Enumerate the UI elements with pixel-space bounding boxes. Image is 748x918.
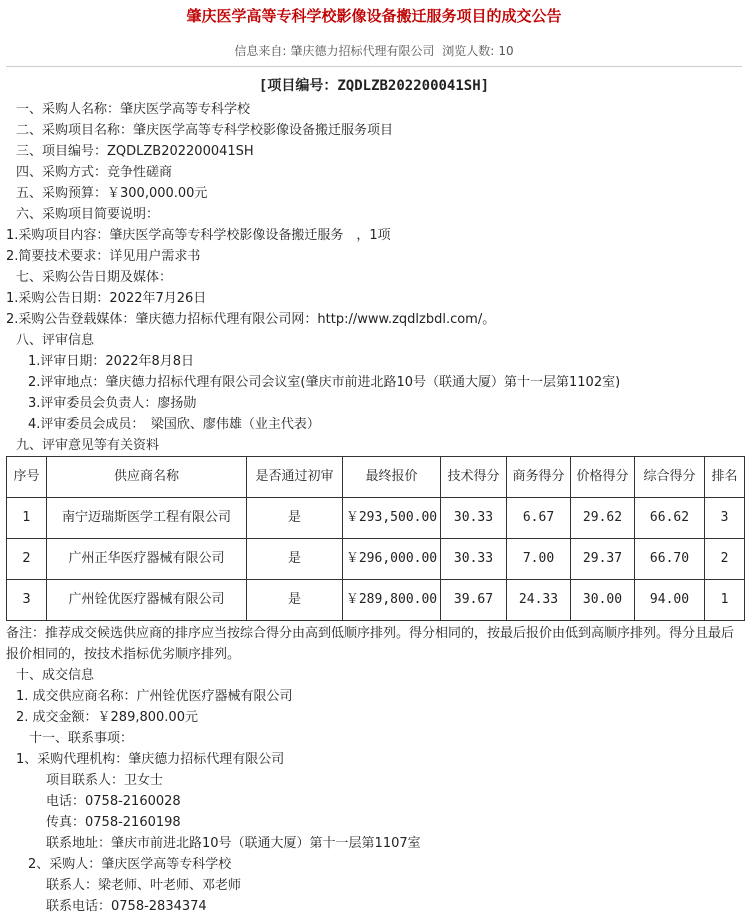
table-cell: 1 <box>7 498 47 539</box>
contact-purchaser: 2、采购人：肇庆医学高等专科学校 <box>28 857 232 872</box>
table-cell: 29.62 <box>571 498 635 539</box>
deal-item-1: 1. 成交供应商名称：广州铨优医疗器械有限公司 <box>16 689 293 704</box>
review-heading: 八、评审信息 <box>16 333 95 348</box>
table-cell: 66.62 <box>635 498 705 539</box>
table-cell: 南宁迈瑞斯医学工程有限公司 <box>47 498 247 539</box>
table-cell: 24.33 <box>507 580 571 621</box>
header-cell: 综合得分 <box>635 457 705 498</box>
method-line: 四、采购方式：竞争性磋商 <box>16 165 173 180</box>
contact-agency: 1、采购代理机构：肇庆德力招标代理有限公司 <box>16 752 285 767</box>
views-label: 浏览人数: <box>442 44 495 58</box>
header-cell: 排名 <box>705 457 745 498</box>
contact-agency-address: 联系地址：肇庆市前进北路10号（联通大厦）第十一层第1107室 <box>46 836 421 851</box>
source-name: 肇庆德力招标代理有限公司 <box>290 44 435 58</box>
page-title: 肇庆医学高等专科学校影像设备搬迁服务项目的成交公告 <box>186 7 562 25</box>
header-cell: 技术得分 <box>441 457 507 498</box>
table-row <box>7 498 745 539</box>
table-cell: 66.70 <box>635 539 705 580</box>
announce-heading: 七、采购公告日期及媒体： <box>16 270 173 285</box>
project-no-line: 三、项目编号：ZQDLZB202200041SH <box>16 144 254 159</box>
header-cell: 序号 <box>7 457 47 498</box>
deal-heading: 十、成交信息 <box>16 668 95 683</box>
contact-agency-phone: 电话：0758-2160028 <box>46 794 181 809</box>
table-cell: 6.67 <box>507 498 571 539</box>
announce-item-1: 1.采购公告日期：2022年7月26日 <box>6 291 207 306</box>
table-cell: 39.67 <box>441 580 507 621</box>
table-cell: 广州正华医疗器械有限公司 <box>47 539 247 580</box>
table-row <box>7 539 745 580</box>
table-cell: 30.33 <box>441 498 507 539</box>
deal-item-2: 2. 成交金额：￥289,800.00元 <box>16 710 198 725</box>
brief-heading: 六、采购项目简要说明： <box>16 207 160 222</box>
review-item-1: 1.评审日期：2022年8月8日 <box>28 354 195 369</box>
brief-item-1: 1.采购项目内容：肇庆医学高等专科学校影像设备搬迁服务 ，1项 <box>6 228 391 243</box>
table-cell: 3 <box>7 580 47 621</box>
table-cell: 2 <box>7 539 47 580</box>
announce-item-2: 2.采购公告登载媒体：肇庆德力招标代理有限公司网：http://www.zqdlzbdl.com/。 <box>6 312 496 327</box>
table-cell: 30.33 <box>441 539 507 580</box>
project-number-header: [项目编号：ZQDLZB202200041SH] <box>258 78 490 94</box>
table-cell: 是 <box>247 539 343 580</box>
table-cell: 广州铨优医疗器械有限公司 <box>47 580 247 621</box>
source-label: 信息来自: <box>234 44 287 58</box>
table-cell: 3 <box>705 498 745 539</box>
header-cell: 价格得分 <box>571 457 635 498</box>
contact-agency-person: 项目联系人：卫女士 <box>46 773 164 788</box>
table-cell: ￥289,800.00 <box>343 580 441 621</box>
contact-agency-fax: 传真：0758-2160198 <box>46 815 181 830</box>
views-count: 10 <box>498 44 514 58</box>
header-cell: 最终报价 <box>343 457 441 498</box>
brief-item-2: 2.简要技术要求：详见用户需求书 <box>6 249 201 264</box>
header-cell: 是否通过初审 <box>247 457 343 498</box>
purchaser-line: 一、采购人名称：肇庆医学高等专科学校 <box>16 102 251 117</box>
project-name-line: 二、采购项目名称：肇庆医学高等专科学校影像设备搬迁服务项目 <box>16 123 394 138</box>
budget-line: 五、采购预算：￥300,000.00元 <box>16 186 208 201</box>
review-item-3: 3.评审委员会负责人：廖扬勋 <box>28 396 197 411</box>
review-item-4: 4.评审委员会成员： 梁国欣、廖伟雄（业主代表） <box>28 417 320 432</box>
table-cell: 是 <box>247 580 343 621</box>
table-header-row <box>7 457 745 498</box>
table-cell: 7.00 <box>507 539 571 580</box>
opinions-heading: 九、评审意见等有关资料 <box>16 438 160 453</box>
remark-note: 备注：推荐成交候选供应商的排序应当按综合得分由高到低顺序排列。得分相同的，按最后报价由低到高顺序排列。得分且最后报价相同的，按技术指标优劣顺序排列。 <box>6 626 735 662</box>
contact-purchaser-person: 联系人：梁老师、叶老师、邓老师 <box>46 878 242 893</box>
info-meta <box>6 36 742 67</box>
contact-heading: 十一、联系事项： <box>16 731 134 746</box>
review-item-2: 2.评审地点：肇庆德力招标代理有限公司会议室(肇庆市前进北路10号（联通大厦）第十一层第1102室) <box>28 375 621 390</box>
contact-purchaser-phone: 联系电话：0758-2834374 <box>46 899 207 914</box>
table-cell: 30.00 <box>571 580 635 621</box>
score-table <box>6 456 745 621</box>
table-cell: 2 <box>705 539 745 580</box>
table-cell: 29.37 <box>571 539 635 580</box>
table-row <box>7 580 745 621</box>
table-cell: 是 <box>247 498 343 539</box>
table-cell: 94.00 <box>635 580 705 621</box>
header-cell: 供应商名称 <box>47 457 247 498</box>
announcement-body <box>6 99 742 225</box>
table-cell: 1 <box>705 580 745 621</box>
table-cell: ￥296,000.00 <box>343 539 441 580</box>
header-cell: 商务得分 <box>507 457 571 498</box>
table-cell: ￥293,500.00 <box>343 498 441 539</box>
